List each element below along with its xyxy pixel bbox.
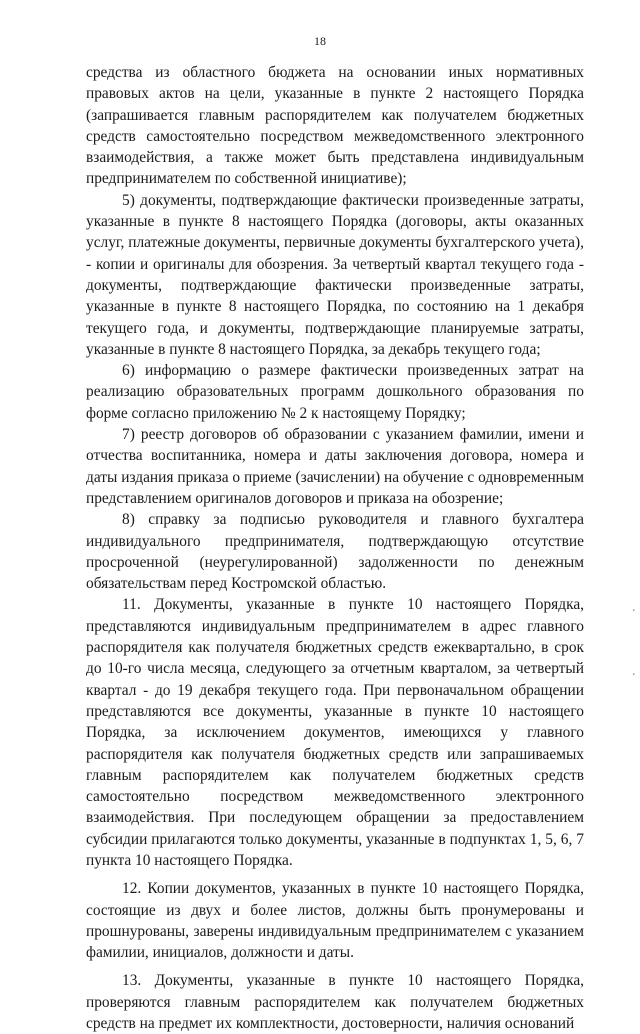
scan-speck: · — [631, 668, 636, 683]
paragraph-clause-12: 12. Копии документов, указанных в пункте 10 настоящего Порядка, состоящие из двух и более листов, должны быть пронумерованы и прошнурованы, заверены индивидуальным предпринимателем с указанием фамилии, инициалов, должности и даты. — [86, 880, 584, 962]
paragraph-item-7: 7) реестр договоров об образовании с указанием фамилии, имени и отчества воспитанника, номера и даты заключения договора, номера и даты издания приказа о приеме (зачислении) на обучение с одновременным представлением оригиналов договоров и приказа на обозрение; — [86, 426, 584, 507]
paragraph-clause-11: 11. Документы, указанные в пункте 10 настоящего Порядка, представляются индивидуальным предпринимателем в адрес главного распорядителя как получателя бюджетных средств ежеквартально, в срок до 10-го числа месяца, следующего за отчетным кварталом, за четвертый квартал - до 19 декабря текущего года. При первоначальном обращении представляются все документы, указанные в пункте 10 настоящего Порядка, за исключением документов, имеющихся у главного распорядителя как получателя бюджетных средств или запрашиваемых главным распорядителем как получателем бюджетных средств самостоятельно посредством межведомственного электронного взаимодействия. При последующем обращении за предоставлением субсидии прилагаются только документы, указанные в подпунктах 1, 5, 6, 7 пункта 10 настоящего Порядка. — [86, 596, 584, 869]
paragraph-item-8: 8) справку за подписью руководителя и главного бухгалтера индивидуального предпринимателя, подтверждающую отсутствие просроченной (неурегулированной) задолженности по денежным обязательствам перед Костромской областью. — [86, 511, 584, 593]
page-number: 18 — [314, 34, 326, 48]
scan-speck: · — [631, 604, 636, 619]
paragraph-continuation: средства из областного бюджета на основании иных нормативных правовых актов на цели, указанные в пункте 2 настоящего Порядка (запрашивается главным распорядителем как получателем бюджетных средств самостоятельно посредством межведомственного электронного взаимодействия, а также может быть представлена индивидуальным предпринимателем по собственной инициативе); — [86, 64, 584, 188]
paragraph-clause-13: 13. Документы, указанные в пункте 10 настоящего Порядка, проверяются главным распорядителем как получателем бюджетных средств на предмет их комплектности, достоверности, наличия оснований — [86, 972, 584, 1033]
paragraph-item-6: 6) информацию о размере фактически произведенных затрат на реализацию образовательных программ дошкольного образования по форме согласно приложению № 2 к настоящему Порядку; — [86, 362, 584, 422]
paragraph-item-5: 5) документы, подтверждающие фактически произведенные затраты, указанные в пункте 8 настоящего Порядка (договоры, акты оказанных услуг, платежные документы, первичные документы бухгалтерского учета), - копии и оригиналы для обозрения. За четвертый квартал текущего года - документы, подтверждающие фактически произведенные затраты, указанные в пункте 8 настоящего Порядка, по состоянию на 1 декабря текущего года, и документы, подтверждающие планируемые затраты, указанные в пункте 8 настоящего Порядка, за декабрь текущего года; — [86, 191, 584, 358]
